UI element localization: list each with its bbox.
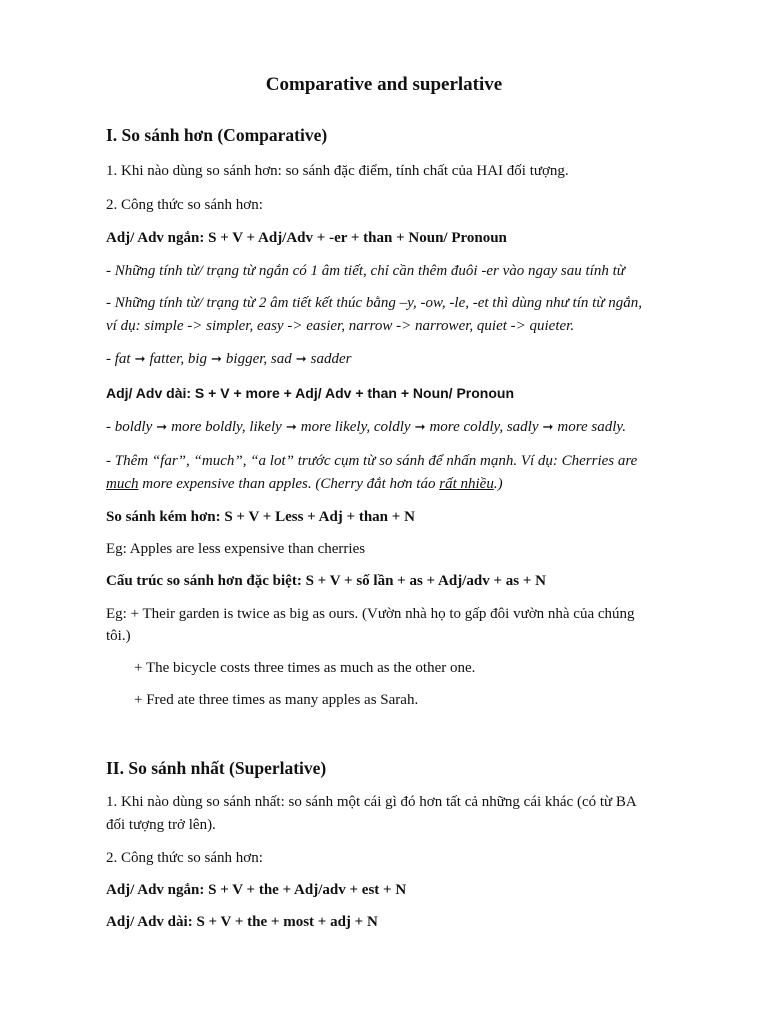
long-comparative-formula: Adj/ Adv dài: S + V + more + Adj/ Adv + than + Noun/ Pronoun — [106, 385, 514, 401]
special-comparative-formula: Cấu trúc so sánh hơn đặc biệt: S + V + số lần + as + Adj/adv + as + N — [106, 573, 546, 589]
right-arrow-icon: ➞ — [285, 419, 297, 434]
short-superlative-formula: Adj/ Adv ngắn: S + V + the + Adj/adv + est + N — [106, 882, 407, 898]
short-example-word: bigger, sad — [225, 351, 292, 367]
long-example-word: more sadly. — [557, 419, 626, 435]
special-example3: + Fred ate three times as many apples as Sarah. — [134, 692, 419, 708]
section1-item1: 1. Khi nào dùng so sánh hơn: so sánh đặc điểm, tính chất của HAI đối tượng. — [106, 163, 569, 179]
document-title: Comparative and superlative — [265, 74, 503, 95]
short-note-2-line1: - Những tính từ/ trạng từ 2 âm tiết kết thúc bằng –y, -ow, -le, -et thì dùng như tín từ ngắn, — [106, 295, 642, 311]
underlined-word: much — [106, 476, 139, 492]
section1-item2: 2. Công thức so sánh hơn: — [106, 197, 263, 213]
right-arrow-icon: ➞ — [211, 351, 222, 366]
short-example-word: sadder — [310, 351, 352, 367]
special-example2: + The bicycle costs three times as much as the other one. — [134, 660, 476, 676]
long-example-word: more likely, coldly — [300, 419, 411, 435]
emphasis-line2 — [106, 473, 706, 495]
short-note-1: - Những tính từ/ trạng từ ngắn có 1 âm tiết, chỉ cần thêm đuôi -er vào ngay sau tính từ — [106, 263, 625, 279]
long-example-word: more boldly, likely — [171, 419, 282, 435]
special-example1-line1: Eg: + Their garden is twice as big as ours. (Vườn nhà họ to gấp đôi vườn nhà của chúng — [106, 606, 635, 622]
long-examples — [106, 416, 706, 438]
long-superlative-formula: Adj/ Adv dài: S + V + the + most + adj + N — [106, 914, 378, 930]
less-example: Eg: Apples are less expensive than cherries — [106, 541, 366, 557]
right-arrow-icon: ➞ — [542, 419, 554, 434]
short-note-2-line2: ví dụ: simple -> simpler, easy -> easier, narrow -> narrower, quiet -> quieter. — [106, 318, 575, 334]
section2-item1-line2: đối tượng trở lên). — [106, 817, 216, 833]
short-example-prefix: - fat — [106, 351, 131, 367]
section1-heading: I. So sánh hơn (Comparative) — [106, 125, 328, 145]
right-arrow-icon: ➞ — [156, 419, 168, 434]
section2-item1-line1: 1. Khi nào dùng so sánh nhất: so sánh một cái gì đó hơn tất cả những cái khác (có từ BA — [106, 794, 637, 810]
long-example-prefix: - boldly — [106, 419, 153, 435]
emphasis-text: more expensive than apples. (Cherry đắt hơn táo — [138, 476, 440, 492]
short-comparative-formula: Adj/ Adv ngắn: S + V + Adj/Adv + -er + than + Noun/ Pronoun — [106, 230, 507, 246]
less-comparative-formula: So sánh kém hơn: S + V + Less + Adj + than + N — [106, 509, 415, 525]
emphasis-text-end: .) — [493, 476, 503, 492]
right-arrow-icon: ➞ — [134, 351, 146, 366]
special-example1-line2: tôi.) — [106, 628, 131, 644]
long-example-word: more coldly, sadly — [429, 419, 539, 435]
section2-heading: II. So sánh nhất (Superlative) — [106, 758, 327, 778]
right-arrow-icon: ➞ — [295, 351, 307, 366]
emphasis-line1: - Thêm “far”, “much”, “a lot” trước cụm từ so sánh để nhấn mạnh. Ví dụ: Cherries are — [106, 453, 638, 469]
right-arrow-icon: ➞ — [414, 419, 426, 434]
short-example-word: fatter, big — [149, 351, 208, 367]
short-examples — [106, 348, 706, 370]
underlined-phrase: rất nhiều — [439, 476, 494, 492]
section2-item2: 2. Công thức so sánh hơn: — [106, 850, 263, 866]
